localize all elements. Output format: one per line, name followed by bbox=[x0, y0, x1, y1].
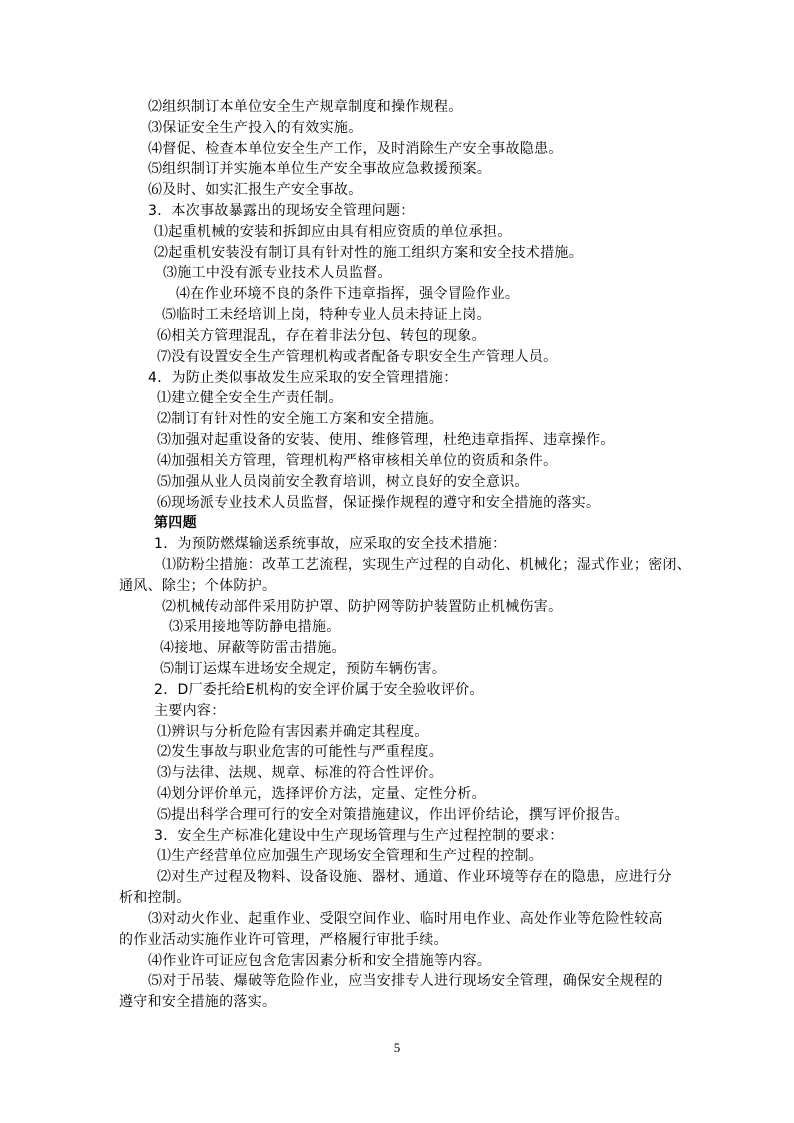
text-line: ⑵对生产过程及物料、设备设施、器材、通道、作业环境等存在的隐患，应进行分 bbox=[157, 869, 672, 885]
text-line: ⑵起重机安装没有制订具有针对性的施工组织方案和安全技术措施。 bbox=[154, 245, 583, 261]
text-line: ⑸加强从业人员岗前安全教育培训，树立良好的安全意识。 bbox=[157, 474, 529, 490]
section-heading: 第四题 bbox=[154, 515, 197, 531]
text-line: ⑷在作业环境不良的条件下违章指挥，强令冒险作业。 bbox=[176, 286, 520, 302]
text-line: ⑹相关方管理混乱，存在着非法分包、转包的现象。 bbox=[157, 328, 486, 344]
text-line: ⑺没有设置安全生产管理机构或者配备专职安全生产管理人员。 bbox=[157, 349, 558, 365]
text-line: ⑸制订运煤车进场安全规定，预防车辆伤害。 bbox=[160, 661, 446, 677]
text-line: ⑹现场派专业技术人员监督，保证操作规程的遵守和安全措施的落实。 bbox=[157, 495, 601, 511]
text-line: ⑸提出科学合理可行的安全对策措施建议，作出评价结论，撰写评价报告。 bbox=[157, 807, 629, 823]
text-line: ⑵机械传动部件采用防护罩、防护网等防护装置防止机械伤害。 bbox=[162, 599, 563, 615]
text-line: ⑸对于吊装、爆破等危险作业，应当安排专人进行现场安全管理，确保安全规程的 bbox=[148, 973, 663, 989]
text-line: 1．为预防燃煤输送系统事故，应采取的安全技术措施： bbox=[154, 536, 507, 552]
text-line: ⑶对动火作业、起重作业、受限空间作业、临时用电作业、高处作业等危险性较高 bbox=[148, 911, 663, 927]
text-line: ⑷接地、屏蔽等防雷击措施。 bbox=[160, 640, 346, 656]
text-line: ⑶加强对起重设备的安装、使用、维修管理，杜绝违章指挥、违章操作。 bbox=[157, 432, 615, 448]
text-line: ⑸组织制订并实施本单位生产安全事故应急救援预案。 bbox=[148, 161, 492, 177]
text-line: ⑶施工中没有派专业技术人员监督。 bbox=[163, 265, 392, 281]
text-line: 2．D厂委托给E机构的安全评价属于安全验收评价。 bbox=[154, 682, 484, 698]
text-line: 遵守和安全措施的落实。 bbox=[119, 994, 277, 1010]
text-line: ⑶采用接地等防静电措施。 bbox=[169, 619, 341, 635]
page-number: 5 bbox=[393, 1040, 401, 1055]
text-line: 主要内容： bbox=[154, 703, 226, 719]
text-line: 析和控制。 bbox=[119, 890, 191, 906]
text-line: ⑷督促、检查本单位安全生产工作，及时消除生产安全事故隐患。 bbox=[148, 141, 563, 157]
text-line: ⑴辨识与分析危险有害因素并确定其程度。 bbox=[157, 724, 429, 740]
text-line: ⑴防粉尘措施：改革工艺流程，实现生产过程的自动化、机械化；湿式作业；密闭、 bbox=[162, 557, 692, 573]
text-line: ⑷作业许可证应包含危害因素分析和安全措施等内容。 bbox=[148, 953, 492, 969]
text-line: 的作业活动实施作业许可管理，严格履行审批手续。 bbox=[119, 932, 448, 948]
text-line: ⑹及时、如实汇报生产安全事故。 bbox=[148, 182, 363, 198]
text-line: ⑴起重机械的安装和拆卸应由具有相应资质的单位承担。 bbox=[154, 224, 512, 240]
text-line: ⑵制订有针对性的安全施工方案和安全措施。 bbox=[157, 411, 443, 427]
text-line: ⑶保证安全生产投入的有效实施。 bbox=[148, 120, 363, 136]
text-line: 3．本次事故暴露出的现场安全管理问题： bbox=[148, 203, 415, 219]
text-line: ⑷划分评价单元，选择评价方法，定量、定性分析。 bbox=[157, 786, 486, 802]
text-line: ⑶与法律、法规、规章、标准的符合性评价。 bbox=[157, 765, 443, 781]
text-line: 4．为防止类似事故发生应采取的安全管理措施： bbox=[148, 370, 458, 386]
text-line: ⑴建立健全安全生产责任制。 bbox=[157, 390, 343, 406]
text-line: ⑵发生事故与职业危害的可能性与严重程度。 bbox=[157, 744, 443, 760]
text-line: ⑴生产经营单位应加强生产现场安全管理和生产过程的控制。 bbox=[157, 848, 544, 864]
text-line: ⑵组织制订本单位安全生产规章制度和操作规程。 bbox=[148, 99, 463, 115]
text-line: ⑷加强相关方管理，管理机构严格审核相关单位的资质和条件。 bbox=[157, 453, 558, 469]
text-line: ⑸临时工未经培训上岗，特种专业人员未持证上岗。 bbox=[162, 307, 491, 323]
text-line: 3．安全生产标准化建设中生产现场管理与生产过程控制的要求： bbox=[154, 828, 564, 844]
text-line: 通风、除尘；个体防护。 bbox=[119, 578, 277, 594]
